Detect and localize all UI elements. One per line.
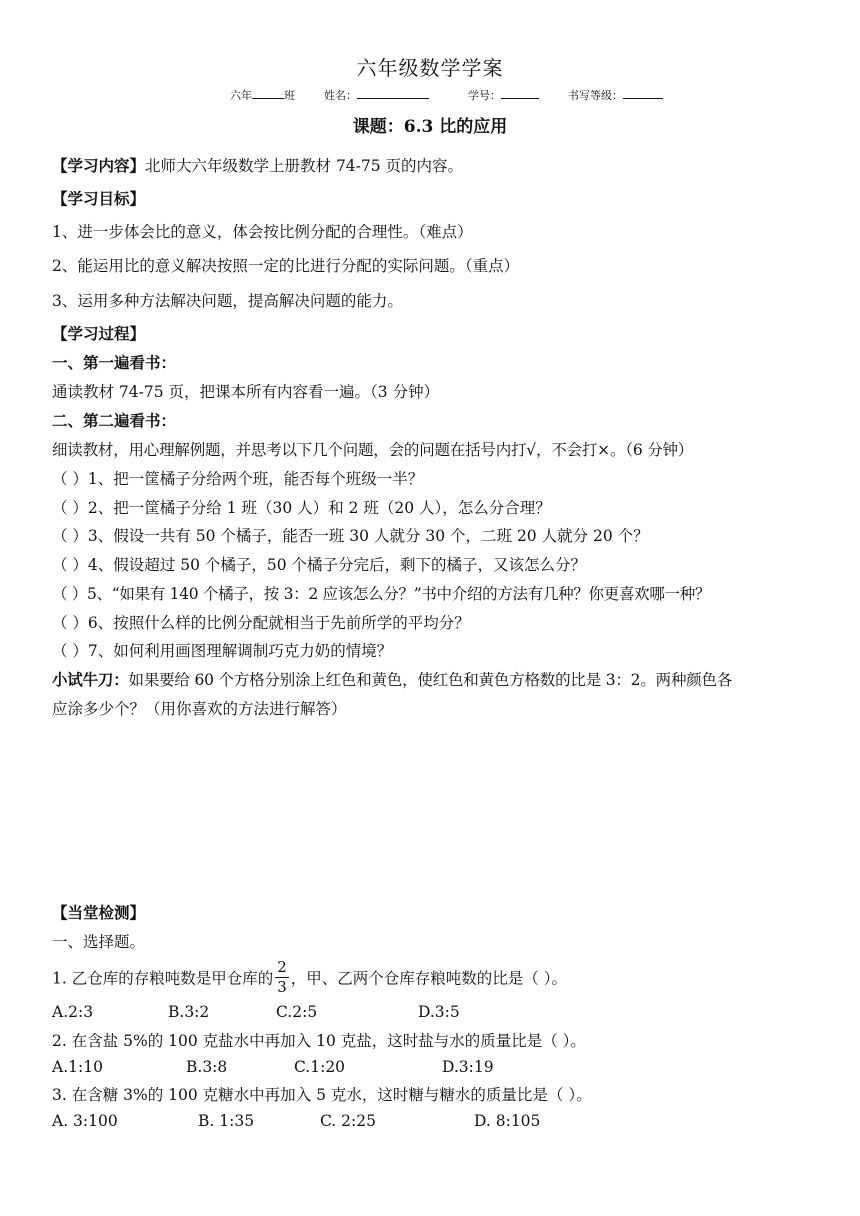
option-b: B. 1:35	[198, 1112, 255, 1130]
topic-heading: 课题：6.3 比的应用	[352, 117, 508, 137]
option-c: C.1:20	[294, 1058, 346, 1076]
trial-text: 如果要给 60 个方格分别涂上红色和黄色，使红色和黄色方格数的比是 3：2。两种颜色各	[128, 671, 733, 689]
question-item: （ ）2、把一筐橘子分给 1 班（30 人）和 2 班（20 人），怎么分合理？	[52, 499, 551, 517]
student-info-line	[230, 86, 663, 106]
option-c: C.2:5	[276, 1003, 318, 1021]
question-item: （ ）3、假设一共有 50 个橘子，能否一班 30 人就分 30 个，二班 20 人就分 20 个？	[52, 527, 649, 545]
learning-content-text: 北师大六年级数学上册教材 74-75 页的内容。	[145, 157, 464, 175]
question-3: 3. 在含糖 3%的 100 克糖水中再加入 5 克水，这时糖与糖水的质量比是（ ）。	[52, 1086, 592, 1104]
option-b: B.3:8	[186, 1058, 228, 1076]
name-blank[interactable]	[357, 86, 429, 99]
classroom-check-label: 【当堂检测】	[52, 903, 146, 922]
learning-process-label: 【学习过程】	[52, 324, 146, 343]
grade-label: 书写等级：	[568, 89, 623, 102]
learning-content	[52, 156, 463, 176]
learning-content-label: 【学习内容】	[52, 156, 146, 175]
question-item: （ ）1、把一筐橘子分给两个班，能否每个班级一半？	[52, 470, 424, 488]
trial-label: 小试牛刀：	[52, 670, 129, 689]
option-a: A.2:3	[52, 1003, 94, 1021]
trial-text-continued: 应涂多少个？（用你喜欢的方法进行解答）	[52, 700, 347, 718]
question-1	[52, 958, 567, 997]
name-label: 姓名：	[324, 89, 357, 102]
question-1-text-after: ，甲、乙两个仓库存粮吨数的比是（ ）。	[290, 969, 567, 988]
second-reading-heading: 二、第二遍看书：	[52, 411, 177, 430]
question-item: （ ）7、如何利用画图理解调制巧克力奶的情境？	[52, 642, 393, 660]
fraction-numerator: 2	[277, 958, 287, 976]
grade-blank[interactable]	[623, 86, 663, 99]
trial-line	[52, 670, 732, 690]
option-a: A. 3:100	[52, 1112, 118, 1130]
first-reading-heading: 一、第一遍看书：	[52, 353, 177, 372]
class-blank[interactable]	[252, 86, 284, 99]
learning-goals-label: 【学习目标】	[52, 189, 146, 208]
question-item: （ ）4、假设超过 50 个橘子，50 个橘子分完后，剩下的橘子，又该怎么分？	[52, 556, 587, 574]
option-d: D.3:19	[442, 1058, 494, 1076]
question-2: 2. 在含盐 5%的 100 克盐水中再加入 10 克盐，这时盐与水的质量比是（ ）。	[52, 1032, 586, 1050]
class-suffix: 班	[284, 89, 295, 102]
second-reading-text: 细读教材，用心理解例题，并思考以下几个问题，会的问题在括号内打√，不会打×。（6 分钟）	[52, 441, 694, 459]
option-b: B.3:2	[168, 1003, 210, 1021]
number-label: 学号：	[468, 89, 501, 102]
goal-item: 1、进一步体会比的意义，体会按比例分配的合理性。（难点）	[52, 223, 473, 241]
first-reading-text: 通读教材 74-75 页，把课本所有内容看一遍。（3 分钟）	[52, 383, 440, 401]
fraction-two-thirds	[275, 960, 289, 995]
goal-item: 3、运用多种方法解决问题，提高解决问题的能力。	[52, 292, 403, 310]
goal-item: 2、能运用比的意义解决按照一定的比进行分配的实际问题。（重点）	[52, 257, 520, 275]
class-prefix: 六年	[230, 89, 252, 102]
question-item: （ ）6、按照什么样的比例分配就相当于先前所学的平均分？	[52, 614, 470, 632]
number-blank[interactable]	[501, 86, 539, 99]
option-d: D. 8:105	[474, 1112, 541, 1130]
question-item: （ ）5、“如果有 140 个橘子，按 3：2 应该怎么分？”书中介绍的方法有几种？你更喜欢哪一种？	[52, 585, 711, 603]
fraction-denominator: 3	[277, 978, 287, 996]
option-c: C. 2:25	[320, 1112, 376, 1130]
question-1-text: 1. 乙仓库的存粮吨数是甲仓库的	[52, 969, 274, 988]
page-title: 六年级数学学案	[356, 56, 504, 80]
option-a: A.1:10	[52, 1058, 103, 1076]
multiple-choice-heading: 一、选择题。	[52, 933, 146, 951]
option-d: D.3:5	[418, 1003, 460, 1021]
